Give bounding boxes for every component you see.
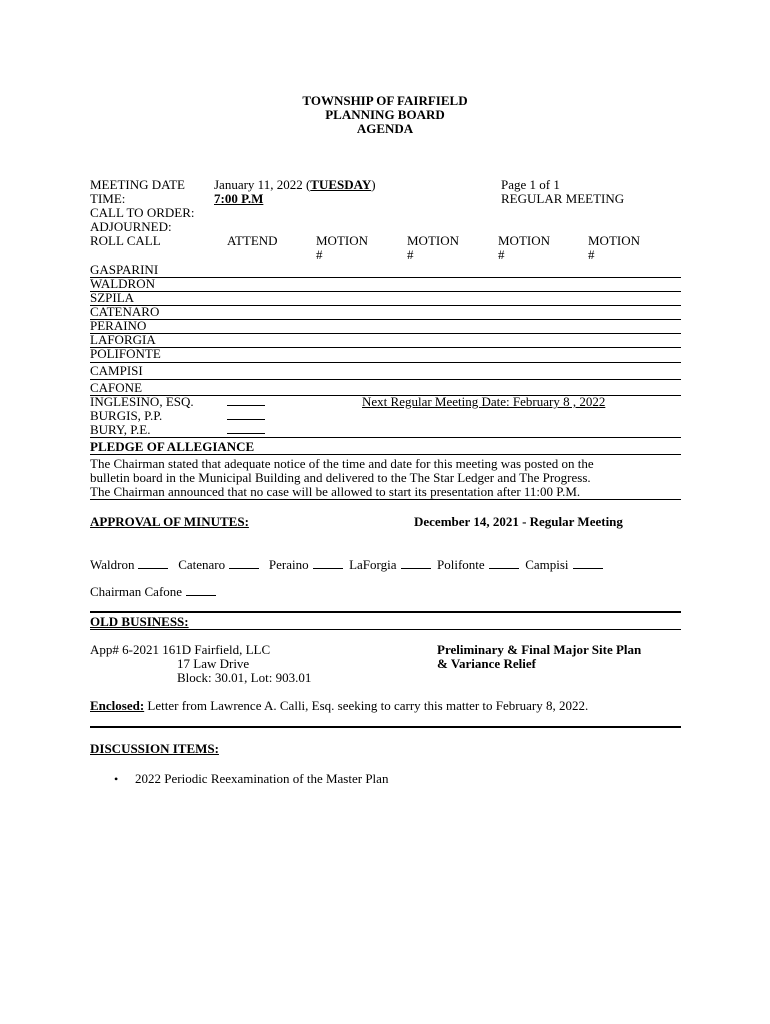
pledge-title: PLEDGE OF ALLEGIANCE xyxy=(90,439,255,454)
old-business-title: OLD BUSINESS: xyxy=(90,614,189,629)
staff-row: BURY, P.E. xyxy=(90,422,151,437)
member-row: GASPARINI xyxy=(90,262,159,277)
call-to-order-label: CALL TO ORDER: xyxy=(90,205,195,220)
attend-blank xyxy=(227,423,265,437)
meeting-day: TUESDAY xyxy=(310,177,372,192)
board-title: PLANNING BOARD xyxy=(325,107,445,122)
meeting-date-value: January 11, 2022 xyxy=(214,177,303,192)
agenda-title: AGENDA xyxy=(356,121,414,136)
motion-header-3: MOTION # xyxy=(498,233,550,262)
application-block-lot: Block: 30.01, Lot: 903.01 xyxy=(177,670,312,685)
member-row: WALDRON xyxy=(90,276,155,291)
section-divider xyxy=(90,726,681,728)
minutes-title: APPROVAL OF MINUTES: xyxy=(90,514,249,529)
chairman-name: Chairman Cafone xyxy=(90,584,183,599)
roll-call-label: ROLL CALL xyxy=(90,233,161,248)
section-divider xyxy=(90,629,681,630)
row-divider xyxy=(90,379,681,380)
voter-name: Waldron xyxy=(90,557,135,572)
bullet-icon: • xyxy=(114,772,119,786)
enclosed-line xyxy=(90,699,588,713)
attend-blank xyxy=(227,409,265,423)
vote-blank xyxy=(229,558,259,569)
vote-blank xyxy=(573,558,603,569)
vote-blank xyxy=(313,558,343,569)
member-row: CAMPISI xyxy=(90,363,143,378)
pledge-text-line: The Chairman stated that adequate notice of the time and date for this meeting was posted on the xyxy=(90,456,594,471)
section-divider xyxy=(90,454,681,455)
motion-header-4: MOTION # xyxy=(588,233,640,262)
row-divider xyxy=(90,291,681,292)
staff-row: INGLESINO, ESQ. xyxy=(90,394,194,409)
next-meeting-date: Next Regular Meeting Date: February 8 , 2022 xyxy=(362,394,606,409)
page-number: Page 1 of 1 xyxy=(501,177,560,192)
voter-name: Polifonte xyxy=(437,557,485,572)
voter-name: LaForgia xyxy=(349,557,397,572)
time-value: 7:00 P.M xyxy=(214,191,264,206)
vote-blank xyxy=(138,558,168,569)
row-divider xyxy=(90,362,681,363)
member-row: SZPILA xyxy=(90,290,135,305)
application-address: 17 Law Drive xyxy=(177,656,250,671)
row-divider xyxy=(90,319,681,320)
attend-blank xyxy=(227,395,265,409)
row-divider xyxy=(90,277,681,278)
meeting-date-line: January 11, 2022 (TUESDAY) xyxy=(214,177,376,192)
enclosed-label: Enclosed: xyxy=(90,698,145,713)
meeting-date-label: MEETING DATE xyxy=(90,177,185,192)
pledge-text-line: The Chairman announced that no case will be allowed to start its presentation after 11:00 P.M. xyxy=(90,484,581,499)
attend-header: ATTEND xyxy=(227,233,278,248)
member-row: POLIFONTE xyxy=(90,346,161,361)
motion-header-2: MOTION # xyxy=(407,233,459,262)
adjourned-label: ADJOURNED: xyxy=(90,219,172,234)
pledge-text-line: bulletin board in the Municipal Building and delivered to the The Star Ledger and The Progress. xyxy=(90,470,591,485)
section-divider xyxy=(90,499,681,500)
voter-name: Peraino xyxy=(268,557,309,572)
member-row: CATENARO xyxy=(90,304,160,319)
motion-header-1: MOTION # xyxy=(316,233,368,262)
relief-type: Preliminary & Final Major Site Plan xyxy=(437,642,642,657)
row-divider xyxy=(90,347,681,348)
member-row: PERAINO xyxy=(90,318,147,333)
relief-type-cont: & Variance Relief xyxy=(437,656,536,671)
chairman-vote-line xyxy=(90,585,216,599)
discussion-title: DISCUSSION ITEMS: xyxy=(90,741,219,756)
enclosed-text: Letter from Lawrence A. Calli, Esq. seeking to carry this matter to February 8, 2022. xyxy=(144,698,589,713)
minutes-vote-line xyxy=(90,558,603,572)
discussion-item: 2022 Periodic Reexamination of the Master Plan xyxy=(135,771,389,786)
member-row: CAFONE xyxy=(90,380,143,395)
vote-blank xyxy=(401,558,431,569)
application-number: App# 6-2021 161D Fairfield, LLC xyxy=(90,642,271,657)
section-divider xyxy=(90,611,681,613)
section-divider xyxy=(90,437,681,438)
vote-blank xyxy=(489,558,519,569)
row-divider xyxy=(90,305,681,306)
township-title: TOWNSHIP OF FAIRFIELD xyxy=(302,93,468,108)
row-divider xyxy=(90,333,681,334)
minutes-meeting: December 14, 2021 - Regular Meeting xyxy=(414,514,623,529)
meeting-type: REGULAR MEETING xyxy=(501,191,625,206)
vote-blank xyxy=(186,585,216,596)
time-label: TIME: xyxy=(90,191,126,206)
member-row: LAFORGIA xyxy=(90,332,156,347)
voter-name: Campisi xyxy=(525,557,569,572)
staff-row: BURGIS, P.P. xyxy=(90,408,163,423)
voter-name: Catenaro xyxy=(178,557,226,572)
